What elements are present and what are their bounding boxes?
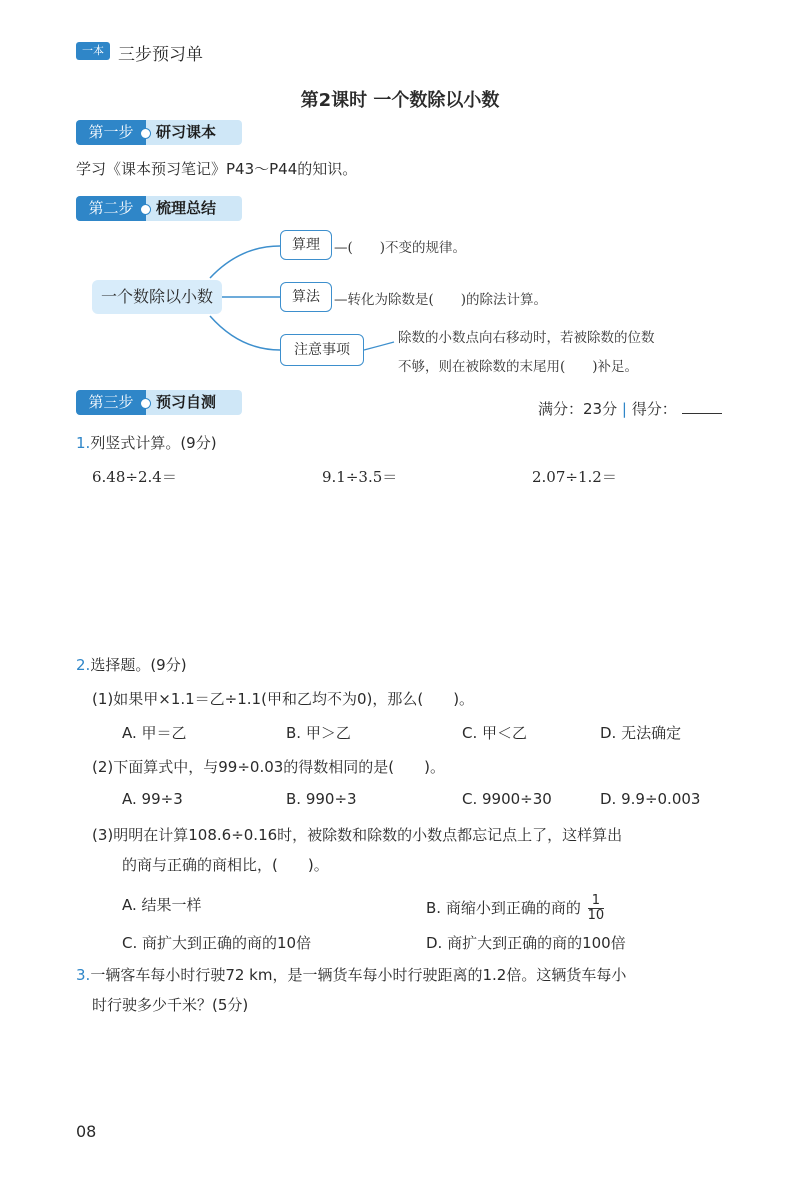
q2-sub1-stem: (1)如果甲×1.1＝乙÷1.1(甲和乙均不为0)，那么( )。 <box>92 690 475 708</box>
q2-sub1-option-b[interactable]: B. 甲＞乙 <box>286 724 351 742</box>
q1-item-1: 6.48÷2.4＝ <box>92 468 177 486</box>
q2-sub2-option-d[interactable]: D. 9.9÷0.003 <box>600 790 701 808</box>
q3-number: 3. <box>76 966 91 984</box>
q1-item-3: 2.07÷1.2＝ <box>532 468 617 486</box>
fraction-denominator: 10 <box>587 908 605 923</box>
step2-name: 梳理总结 <box>156 199 217 217</box>
q2-sub1-option-c[interactable]: C. 甲＜乙 <box>462 724 528 742</box>
method-text: —转化为除数是( )的除法计算。 <box>334 292 548 308</box>
q2-sub3-option-b[interactable] <box>426 894 604 923</box>
q3-text-line1: 一辆客车每小时行驶72 km，是一辆货车每小时行驶距离的1.2倍。这辆货车每小 <box>90 966 627 984</box>
fraction-numerator: 1 <box>588 894 605 909</box>
q2-sub2-stem: (2)下面算式中，与99÷0.03的得数相同的是( )。 <box>92 758 446 776</box>
notes-text-line2: 不够，则在被除数的末尾用( )补足。 <box>398 359 639 375</box>
option-b-text: B. 商缩小到正确的商的 <box>426 899 581 917</box>
step-dot-icon <box>140 398 151 409</box>
q2-sub1-option-d[interactable]: D. 无法确定 <box>600 724 682 742</box>
step1-name: 研习课本 <box>156 123 217 141</box>
lesson-title: 第2课时 一个数除以小数 <box>300 90 500 111</box>
q2-text: 选择题。(9分) <box>90 656 187 674</box>
q2-sub2-option-c[interactable]: C. 9900÷30 <box>462 790 552 808</box>
fraction <box>588 894 605 923</box>
q3-text-line2: 时行驶多少千米？(5分) <box>92 996 249 1014</box>
score-label: 得分： <box>631 400 677 418</box>
q1-text: 列竖式计算。(9分) <box>90 434 217 452</box>
mindmap-branch-notes: 注意事项 <box>280 334 364 366</box>
q2-sub2-option-a[interactable]: A. 99÷3 <box>122 790 183 808</box>
step3-label: 第三步 <box>76 390 146 415</box>
q3-line1 <box>76 964 626 985</box>
series-title: 三步预习单 <box>118 45 203 65</box>
step1-instruction: 学习《课本预习笔记》P43～P44的知识。 <box>76 160 358 178</box>
score-bar <box>538 398 722 419</box>
q1-number: 1. <box>76 434 91 452</box>
full-score: 满分：23分 <box>538 400 618 418</box>
q2-sub3-stem-line1: (3)明明在计算108.6÷0.16时，被除数和除数的小数点都忘记点上了，这样算出 <box>92 826 623 844</box>
q1-heading <box>76 432 217 453</box>
score-separator: | <box>621 400 627 418</box>
q2-sub3-option-d[interactable]: D. 商扩大到正确的商的100倍 <box>426 934 626 952</box>
step3-banner <box>76 390 242 415</box>
q2-heading <box>76 654 187 675</box>
brand-logo: 一本 <box>76 42 110 60</box>
q1-item-2: 9.1÷3.5＝ <box>322 468 398 486</box>
step2-label: 第二步 <box>76 196 146 221</box>
mindmap-branch-method: 算法 <box>280 282 332 312</box>
q2-sub2-option-b[interactable]: B. 990÷3 <box>286 790 357 808</box>
q2-sub3-stem-line2: 的商与正确的商相比，( )。 <box>122 856 329 874</box>
q2-number: 2. <box>76 656 91 674</box>
mindmap-branch-principle: 算理 <box>280 230 332 260</box>
mindmap-root: 一个数除以小数 <box>92 280 222 314</box>
page-number: 08 <box>76 1122 97 1141</box>
step1-label: 第一步 <box>76 120 146 145</box>
step3-name: 预习自测 <box>156 393 217 411</box>
q2-sub3-option-a[interactable]: A. 结果一样 <box>122 896 202 914</box>
score-blank[interactable] <box>682 413 722 414</box>
q2-sub1-option-a[interactable]: A. 甲＝乙 <box>122 724 187 742</box>
notes-text-line1: 除数的小数点向右移动时，若被除数的位数 <box>398 330 655 346</box>
q2-sub3-option-c[interactable]: C. 商扩大到正确的商的10倍 <box>122 934 312 952</box>
principle-text: —( )不变的规律。 <box>334 240 467 256</box>
